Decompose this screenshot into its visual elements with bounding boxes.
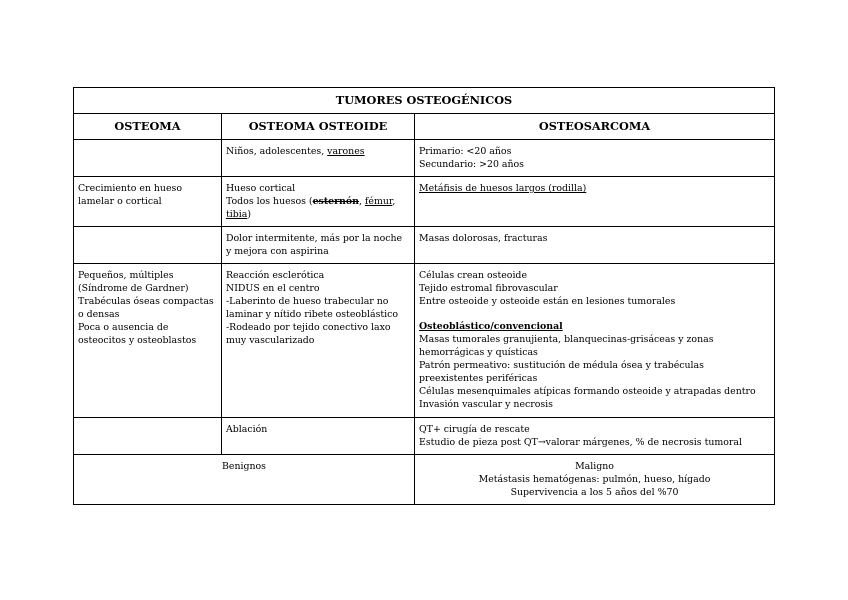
table-row: [74, 418, 775, 455]
subheading-osteoblastico: Osteoblástico/convencional: [419, 321, 563, 332]
cell-malign: Maligno Metástasis hematógenas: pulmón, hueso, hígado Supervivencia a los 5 años del %70: [415, 455, 775, 505]
cell-osteoide: Dolor intermitente, más por la noche y mejora con aspirina: [222, 227, 415, 264]
column-header-osteoma-osteoide: OSTEOMA OSTEOIDE: [222, 114, 415, 140]
footer-row: [74, 455, 775, 505]
tumor-table: [73, 87, 775, 505]
cell-osteoma: [74, 418, 222, 455]
column-header-osteoma: OSTEOMA: [74, 114, 222, 140]
cell-osteosarcoma: Primario: <20 años Secundario: >20 años: [415, 140, 775, 177]
cell-osteosarcoma: Metáfisis de huesos largos (rodilla): [415, 177, 775, 227]
table-row: [74, 227, 775, 264]
cell-osteoide: Niños, adolescentes, varones: [222, 140, 415, 177]
cell-osteosarcoma: Masas dolorosas, fracturas: [415, 227, 775, 264]
cell-osteoide: Hueso cortical Todos los huesos (esternón, fémur, tibia): [222, 177, 415, 227]
table-row: [74, 264, 775, 418]
cell-osteoma: Crecimiento en hueso lamelar o cortical: [74, 177, 222, 227]
cell-osteoma: [74, 140, 222, 177]
table-title: TUMORES OSTEOGÉNICOS: [74, 88, 775, 114]
table-row: [74, 177, 775, 227]
column-header-osteosarcoma: OSTEOSARCOMA: [415, 114, 775, 140]
cell-osteoide: Reacción esclerótica NIDUS en el centro -Laberinto de hueso trabecular no laminar y nítido ribete osteoblástico -Rodeado por tejido conectivo laxo muy vascularizado: [222, 264, 415, 418]
cell-osteoide: Ablación: [222, 418, 415, 455]
cell-osteoma: Pequeños, múltiples (Síndrome de Gardner) Trabéculas óseas compactas o densas Poca o ausencia de osteocitos y osteoblastos: [74, 264, 222, 418]
table-row: [74, 140, 775, 177]
cell-osteoma: [74, 227, 222, 264]
cell-osteosarcoma: QT+ cirugía de rescate Estudio de pieza post QT→valorar márgenes, % de necrosis tumoral: [415, 418, 775, 455]
cell-osteosarcoma: Células crean osteoide Tejido estromal fibrovascular Entre osteoide y osteoide están en lesiones tumorales Osteoblástico/convencional Masas tumorales granujienta, blanquecinas-grisáceas y zonas hemorrágicas y quísticas Patrón permeativo: sustitución de médula ósea y trabéculas preexistentes periféricas Células mesenquimales atípicas formando osteoide y atrapadas dentro Invasión vascular y necrosis: [415, 264, 775, 418]
cell-benign: Benignos: [74, 455, 415, 505]
